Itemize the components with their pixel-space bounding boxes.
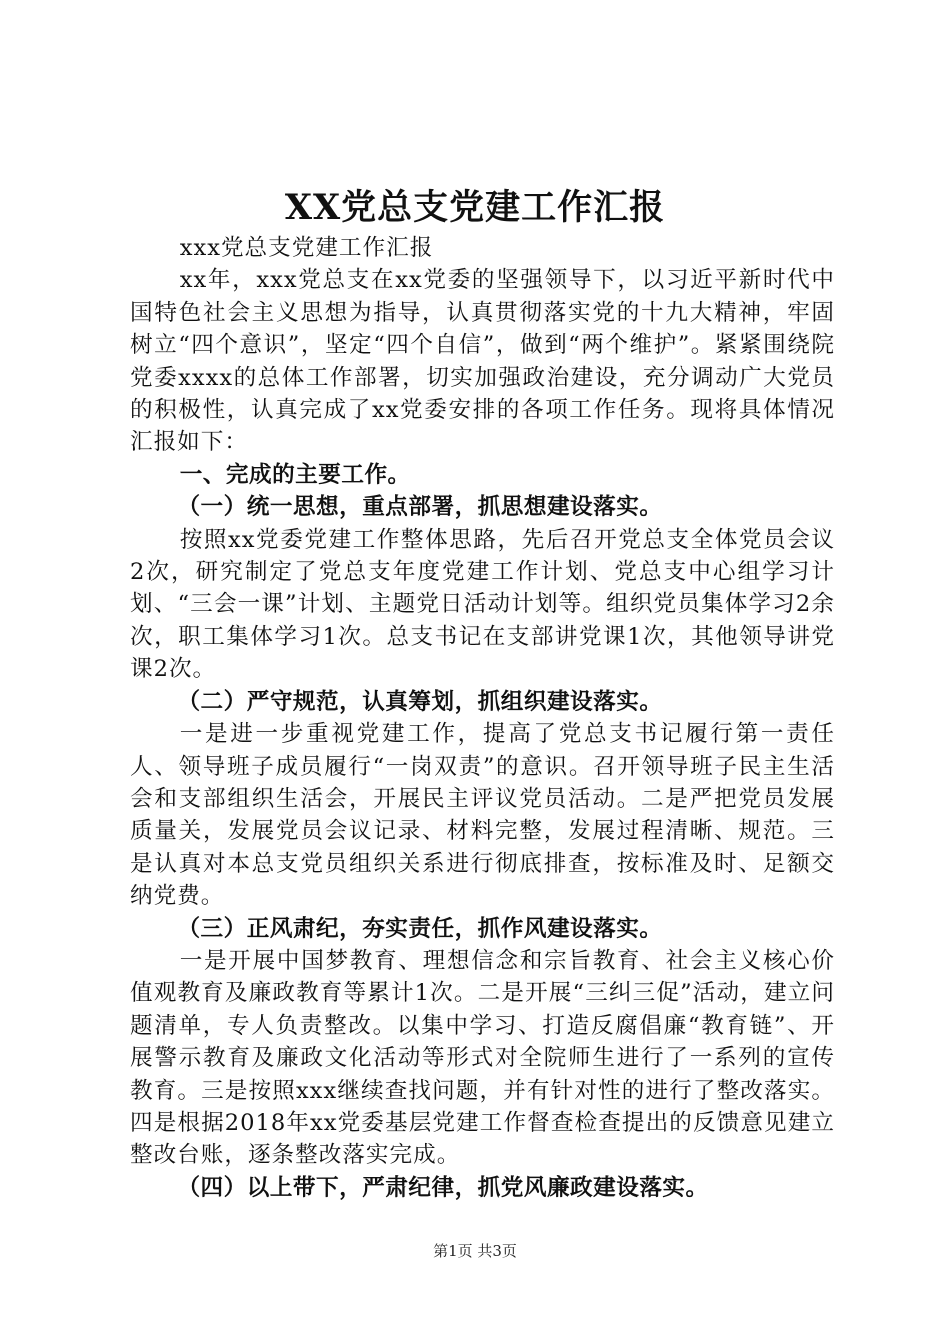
paragraph-organization: 一是进一步重视党建工作，提高了党总支书记履行第一责任人、领导班子成员履行“一岗双责”的意识。召开领导班子民主生活会和支部组织生活会，开展民主评议党员活动。二是严把党员发展质量关，发展党员会议记录、材料完整，发展过程清晰、规范。三是认真对本总支党员组织关系进行彻底排查，按标准及时、足额交纳党费。 [130,721,835,910]
document-body [130,232,835,1204]
subheading-organization: （二）严守规范，认真筹划，抓组织建设落实。 [177,688,663,715]
subheading-integrity: （四）以上带下，严肃纪律，抓党风廉政建设落实。 [177,1174,709,1201]
document-title: XX党总支党建工作汇报 [284,187,666,228]
page-number-footer: 第1页 共3页 [433,1242,517,1260]
subheading-ideology: （一）统一思想，重点部署，抓思想建设落实。 [177,494,663,521]
paragraph-intro: xx年，xxx党总支在xx党委的坚强领导下，以习近平新时代中国特色社会主义思想为指导，认真贯彻落实党的十九大精神，牢固树立“四个意识”，坚定“四个自信”，做到“两个维护”。紧紧围绕院党委xxxx的总体工作部署，切实加强政治建设，充分调动广大党员的积极性，认真完成了xx党委安排的各项工作任务。现将具体情况汇报如下： [130,267,835,456]
paragraph-work-style: 一是开展中国梦教育、理想信念和宗旨教育、社会主义核心价值观教育及廉政教育等累计1次。二是开展“三纠三促”活动，建立问题清单，专人负责整改。以集中学习、打造反腐倡廉“教育链”、开展警示教育及廉政文化活动等形式对全院师生进行了一系列的宣传教育。三是按照xxx继续查找问题，并有针对性的进行了整改落实。四是根据2018年xx党委基层党建工作督查检查提出的反馈意见建立整改台账，逐条整改落实完成。 [130,947,835,1169]
paragraph-ideology: 按照xx党委党建工作整体思路，先后召开党总支全体党员会议2次，研究制定了党总支年度党建工作计划、党总支中心组学习计划、“三会一课”计划、主题党日活动计划等。组织党员集体学习2余次，职工集体学习1次。总支书记在支部讲党课1次，其他领导讲党课2次。 [130,526,835,683]
section-heading-main-work: 一、完成的主要工作。 [179,461,411,488]
paragraph-report-label: xxx党总支党建工作汇报 [179,235,434,261]
subheading-work-style: （三）正风肃纪，夯实责任，抓作风建设落实。 [177,915,663,942]
